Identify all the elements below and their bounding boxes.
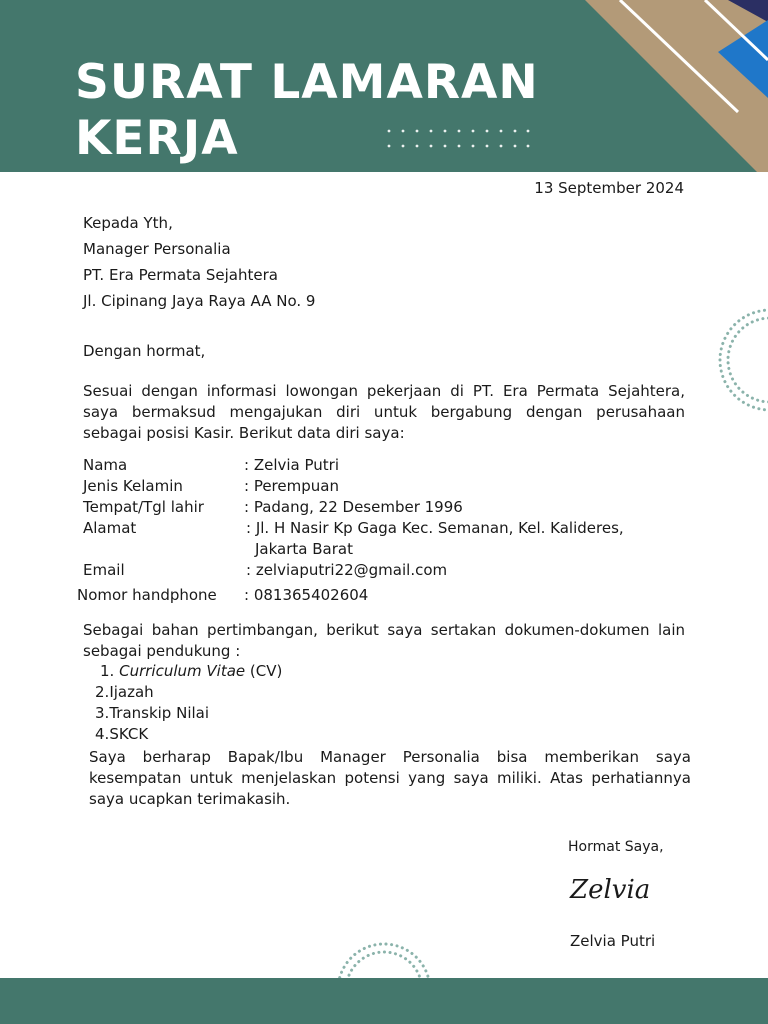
closing-paragraph: Saya berharap Bapak/Ibu Manager Personalia bisa memberikan saya kesempatan untuk menjelaskan potensi yang saya miliki. Atas perhatiannya saya ucapkan terimakasih.: [89, 748, 691, 808]
info-label: Jenis Kelamin: [83, 477, 183, 495]
greeting: Dengan hormat,: [83, 342, 206, 360]
list-item: [95, 661, 282, 682]
info-value: : Jl. H Nasir Kp Gaga Kec. Semanan, Kel. Kalideres,: [246, 519, 624, 537]
documents-list: [95, 661, 282, 745]
info-row-phone: [77, 585, 677, 606]
recipient-block: [83, 210, 315, 314]
documents-intro: Sebagai bahan pertimbangan, berikut saya sertakan dokumen-dokumen lain sebagai pendukung :: [83, 621, 685, 660]
info-value: : zelviaputri22@gmail.com: [246, 561, 448, 579]
closing-salutation: Hormat Saya,: [568, 839, 664, 855]
personal-info-table: [77, 455, 677, 606]
intro-paragraph: Sesuai dengan informasi lowongan pekerjaan di PT. Era Permata Sejahtera, saya bermaksud mengajukan diri untuk bergabung dengan perusahaan sebagai posisi Kasir. Berikut data diri saya:: [83, 382, 685, 442]
footer-band: [0, 978, 768, 1024]
info-label: Tempat/Tgl lahir: [83, 498, 204, 516]
info-row-birth: [77, 497, 677, 518]
info-value: : 081365402604: [244, 586, 369, 604]
list-number: 4.: [95, 725, 110, 743]
info-label: Alamat: [83, 519, 137, 537]
list-number: 1.: [100, 662, 115, 680]
title-line-1: SURAT LAMARAN: [75, 55, 539, 110]
info-value: : Zelvia Putri: [244, 456, 340, 474]
signature: Zelvia: [570, 875, 651, 905]
info-value: : Padang, 22 Desember 1996: [244, 498, 463, 516]
info-label: Nomor handphone: [77, 586, 217, 604]
list-item-text: (CV): [245, 662, 283, 680]
list-item: [95, 724, 282, 745]
dotted-ring-right: [712, 306, 768, 414]
info-row-address: [77, 518, 677, 560]
list-item: [95, 703, 282, 724]
signer-name: Zelvia Putri: [570, 932, 656, 950]
title-line-2: KERJA: [75, 111, 239, 166]
dotted-ring-bottom: [332, 938, 436, 978]
list-number: 2.: [95, 683, 110, 701]
info-row-name: [77, 455, 677, 476]
letter-date: 13 September 2024: [534, 179, 684, 197]
info-value-continued: Jakarta Barat: [255, 540, 353, 558]
recipient-line: Manager Personalia: [83, 240, 231, 258]
recipient-line: PT. Era Permata Sejahtera: [83, 266, 278, 284]
page-title: [75, 55, 539, 167]
tan-stripe: [585, 0, 768, 172]
list-number: 3.: [95, 704, 110, 722]
info-row-gender: [77, 476, 677, 497]
info-label: Email: [83, 561, 125, 579]
recipient-line: Kepada Yth,: [83, 214, 173, 232]
list-item-italic: Curriculum Vitae: [119, 662, 246, 680]
info-label: Nama: [83, 456, 128, 474]
info-row-email: [77, 560, 677, 581]
list-item: [95, 682, 282, 703]
list-item-text: Transkip Nilai: [109, 704, 210, 722]
list-item-text: SKCK: [109, 725, 149, 743]
recipient-line: Jl. Cipinang Jaya Raya AA No. 9: [83, 292, 316, 310]
list-item-text: Ijazah: [109, 683, 154, 701]
header-banner: [0, 0, 768, 172]
info-value: : Perempuan: [244, 477, 339, 495]
